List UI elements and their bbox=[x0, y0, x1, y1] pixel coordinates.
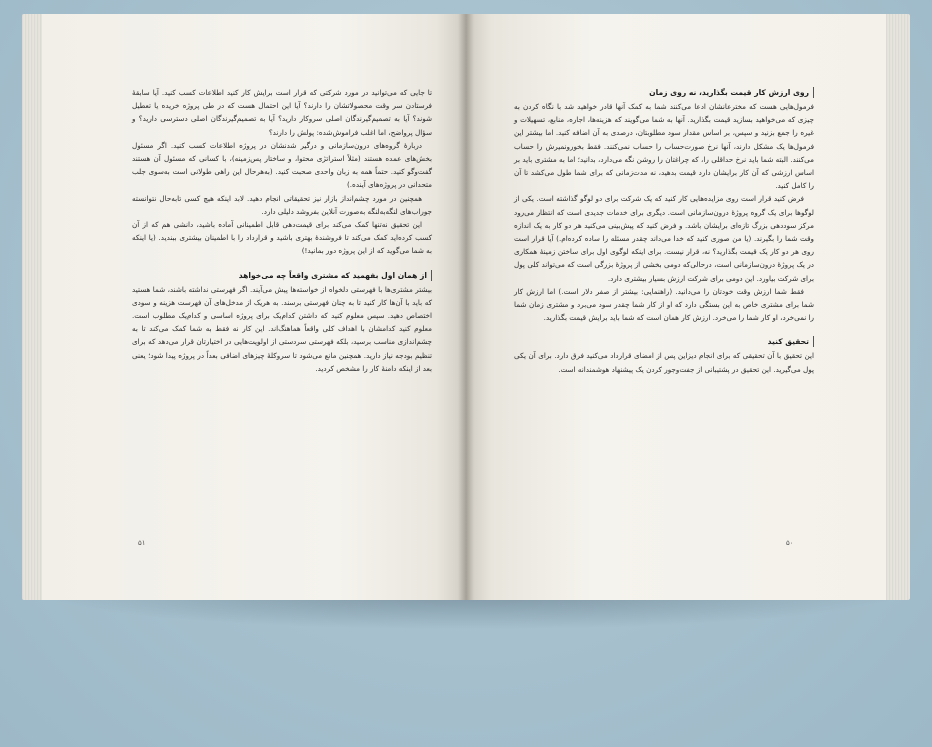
book-gutter bbox=[458, 14, 474, 600]
open-book bbox=[22, 14, 910, 600]
right-page bbox=[466, 14, 886, 600]
right-paragraph-3: فقط شما ارزش وقت خودتان را می‌دانید. (راهنمایی: بیشتر از صفر دلار است.) اما ارزش کار شما برای مشتری خاص به این بستگی دارد که او از کار شما چقدر سود می‌برد و مشتری زمان شما را نمی‌خرد، او کار شما را می‌خرد. ارزش کار همان است که شما باید برایش قیمت بگذارید. bbox=[514, 286, 814, 323]
right-paragraph-2: فرض کنید قرار است روی مزایده‌هایی کار کنید که یک شرکت برای دو لوگو گذاشته است. یکی از لوگوها برای یک گروه پروژهٔ درون‌سازمانی است. دیگری برای خدمات جدیدی است که انتظار می‌رود مرکز سوددهی بزرگ تازه‌ای برایشان باشد. و فرض کنید که پیش‌بینی می‌کنید هر دو کار به یک اندازه وقت شما را بگیرند. (یا من صوری کنید که خدا می‌داند چقدر مسئله را ساده کرده‌ام.) آیا قرار است روی هر دو کار یک قیمت بگذارید؟ نه، قرار نیست. برای اینکه لوگوی اول برای ساختن زمینهٔ همکاری در یک پروژهٔ درون‌سازمانی است، درحالی‌که دومی بخشی از پروژهٔ بزرگی است که می‌تواند کلی پول برای شرکت بیاورد. این دومی برای شرکت ارزش بسیار بیشتری دارد. bbox=[514, 194, 814, 283]
right-section2-heading-wrap bbox=[514, 335, 814, 349]
right-page-text bbox=[514, 86, 814, 376]
left-section-heading-wrap bbox=[132, 269, 432, 283]
right-section1-heading-wrap bbox=[514, 86, 814, 100]
spacer bbox=[514, 324, 814, 335]
left-paragraph-3: همچنین در مورد چشم‌انداز بازار نیز تحقیقاتی انجام دهید. لابد اینکه هیچ کسی تابه‌حال نتوانسته جوراب‌های لنگه‌به‌لنگه به‌صورت آنلاین بفروشد دلیلی دارد. bbox=[132, 193, 432, 216]
left-section-paragraph-1: بیشتر مشتری‌ها با فهرستی دلخواه از خواسته‌ها پیش می‌آیند. اگر فهرستی نداشته باشند، شما هستید که باید با آن‌ها کار کنید تا به چنان فهرستی برسند. به هریک از مدخل‌های آن فهرست هزینه و سودی اختصاص دهید. سپس معلوم کنید که داشتن کدام‌یک برای پروژه اساسی و کدام‌یک مطلوب است. معلوم کنید کدامشان با اهداف کلی واقعاً هماهنگ‌اند. این کار نه فقط به شما کمک می‌کند تا به چشم‌اندازی مناسب برسید، بلکه فهرستی سردستی از اولویت‌هایی در اختیارتان قرار می‌دهد که برای تنظیم بودجه نیاز دارید. همچنین مانع می‌شود تا سروکلهٔ چیزهای اضافی بعداً در پروژه پیدا شود؛ یعنی بعد از اینکه دامنهٔ کار را مشخص کردید. bbox=[132, 284, 432, 373]
right-section2-heading: تحقیق کنید bbox=[768, 336, 814, 347]
right-section1-heading: روی ارزش کار قیمت بگذارید، نه روی زمان bbox=[649, 87, 814, 98]
left-paragraph-4: این تحقیق نه‌تنها کمک می‌کند برای قیمت‌دهی قابل اطمینانی آماده باشید، دانشی هم که از آن کسب کرده‌اید کمک می‌کند تا فروشندهٔ بهتری باشید و قرارداد را با اطمینان بیشتری ببندید. (یا اینکه به شما می‌گوید که از این پروژه دور بمانید!) bbox=[132, 220, 432, 256]
left-paragraph-2: دربارهٔ گروه‌های درون‌سازمانی و درگیر شدنشان در پروژه اطلاعات کسب کنید. اگر مسئول بخش‌های عمده هستند (مثلاً استراتژی محتوا، و ساختار پس‌زمینه)، با کسانی که مسئول آن هستند گفت‌وگو کنید. حتماً همه به زبان واحدی صحبت کنید. (به‌هرحال این راهی طولانی است به‌سوی جلب متحدانی در پروژه‌های آینده.) bbox=[132, 140, 432, 190]
left-paragraph-1: تا جایی که می‌توانید در مورد شرکتی که قرار است برایش کار کنید اطلاعات کسب کنید. آیا سابقهٔ فرستادن سر وقت محصولاتشان را دارند؟ آیا این احتمال هست که در طی پروژه خریده یا تعطیل شوند؟ آیا به تصمیم‌گیرندگان اصلی سروکار دارید؟ آیا به تصمیم‌گیرندگان اصلی دسترسی دارید؟ و سؤال پرواضح، اما اغلب فراموش‌شده: پولش را دارند؟ bbox=[132, 88, 432, 137]
right-section2-paragraph-1: این تحقیق با آن تحقیقی که برای انجام دیزاین پس از امضای قرارداد می‌کنید فرق دارد. برای آن یکی پول می‌گیرید. این تحقیق در پشتیبانی از جفت‌وجور کردن یک پیشنهاد هوشمندانه است. bbox=[514, 351, 814, 374]
left-page bbox=[42, 14, 466, 600]
right-page-edges bbox=[886, 14, 910, 600]
spacer bbox=[132, 258, 432, 269]
page-number-left: ۵۱ bbox=[138, 539, 146, 547]
left-page-text bbox=[132, 86, 432, 375]
left-section-heading: از همان اول بفهمید که مشتری واقعاً چه می‌خواهد bbox=[239, 270, 432, 281]
page-number-right: ۵۰ bbox=[786, 539, 794, 547]
right-paragraph-1: فرمول‌هایی هست که مخترعانشان ادعا می‌کنند شما به کمک آنها قادر خواهید شد با نگاه کردن به چیزی که می‌خواهید بسازید قیمت بگذارید. آنها به شما می‌گویند که هزینه‌ها، اجاره، منابع، تسهیلات و غیره را جمع بزنید و سپس، بر اساس مقدار سود مطلوبتان، درصدی به آن اضافه کنید. اما بیشتر این فرمول‌ها یک مشکل دارند، آنها نرخ صورت‌حساب را حساب نمی‌کنند. فقط بخورونمیرش را حساب می‌کنند. البته شما باید نرخ حداقلی را، که چراغتان را روشن نگه می‌دارد، بدانید؛ اما به مشتری باید بر اساس ارزشی که آن کار برایشان دارد قیمت بدهید، نه مدت‌زمانی که برای شما طول می‌کشد تا آن را کامل کنید. bbox=[514, 102, 814, 191]
left-page-edges bbox=[22, 14, 44, 600]
